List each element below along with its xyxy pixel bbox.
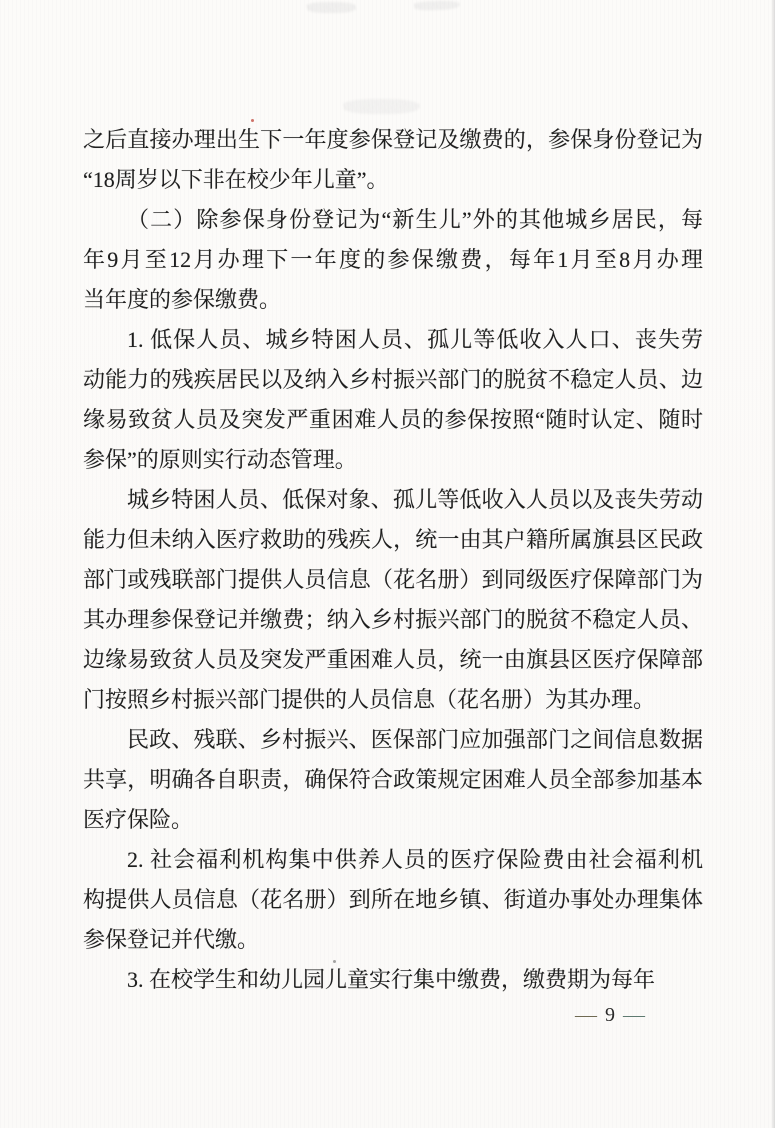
text-line: 民政、残联、乡村振兴、医保部门应加强部门之间信息数据	[127, 727, 703, 752]
text-line: 3. 在校学生和幼儿园儿童实行集中缴费，缴费期为每年	[127, 967, 656, 992]
text-line: 参保”的原则实行动态管理。	[83, 447, 357, 472]
text-line: 年9月至12月办理下一年度的参保缴费，每年1月至8月办理	[83, 247, 703, 272]
page-footer	[560, 1000, 660, 1030]
page-number: 9	[605, 1003, 615, 1026]
scan-smudge	[306, 2, 356, 13]
text-line: 缘易致贫人员及突发严重困难人员的参保按照“随时认定、随时	[83, 407, 703, 432]
text-line: “18周岁以下非在校少年儿童”。	[83, 167, 389, 192]
text-line: 医疗保险。	[83, 807, 194, 832]
footer-dash-left: —	[575, 1003, 597, 1026]
scan-smudge	[413, 0, 459, 11]
scan-smudge	[343, 99, 419, 114]
text-line: 门按照乡村振兴部门提供的人员信息（花名册）为其办理。	[83, 687, 656, 712]
text-line: 其办理参保登记并缴费；纳入乡村振兴部门的脱贫不稳定人员、	[83, 607, 703, 632]
text-line: 构提供人员信息（花名册）到所在地乡镇、街道办事处办理集体	[83, 887, 703, 912]
text-line: 1. 低保人员、城乡特困人员、孤儿等低收入人口、丧失劳	[127, 327, 703, 352]
text-line: 当年度的参保缴费。	[83, 287, 282, 312]
text-line: 共享，明确各自职责，确保符合政策规定困难人员全部参加基本	[83, 767, 703, 792]
text-line: 动能力的残疾居民以及纳入乡村振兴部门的脱贫不稳定人员、边	[83, 367, 703, 392]
text-line: 参保登记并代缴。	[83, 927, 260, 952]
text-line: 能力但未纳入医疗救助的残疾人，统一由其户籍所属旗县区民政	[83, 527, 703, 552]
footer-dash-right: —	[623, 1003, 645, 1026]
text-line: 城乡特困人员、低保对象、孤儿等低收入人员以及丧失劳动	[127, 487, 703, 512]
scan-edge-shadow	[771, 0, 775, 1128]
document-body-text	[83, 120, 703, 1000]
text-line: 边缘易致贫人员及突发严重困难人员，统一由旗县区医疗保障部	[83, 647, 703, 672]
text-line: 之后直接办理出生下一年度参保登记及缴费的，参保身份登记为	[83, 127, 703, 152]
text-line: 2. 社会福利机构集中供养人员的医疗保险费由社会福利机	[127, 847, 703, 872]
text-line: 部门或残联部门提供人员信息（花名册）到同级医疗保障部门为	[83, 567, 703, 592]
text-line: （二）除参保身份登记为“新生儿”外的其他城乡居民，每	[127, 207, 703, 232]
